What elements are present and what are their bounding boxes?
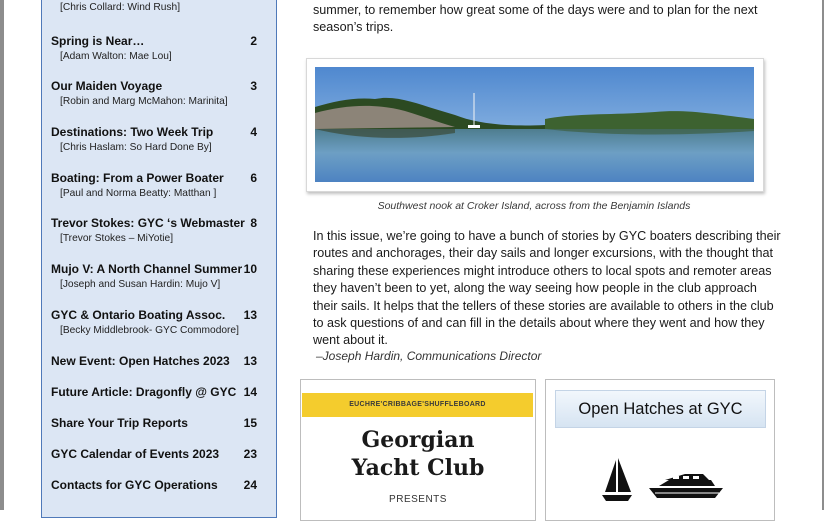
club-event-poster[interactable]	[300, 379, 536, 521]
window-left-border	[0, 0, 4, 510]
toc-entry-title: Share Your Trip Reports	[51, 416, 188, 430]
toc-entry-page: 14	[243, 385, 257, 399]
toc-entry-page: 6	[250, 171, 257, 185]
toc-entry[interactable]	[51, 447, 257, 461]
toc-entry-title: GYC Calendar of Events 2023	[51, 447, 220, 461]
toc-entry-page: 2	[250, 34, 257, 48]
toc-entry[interactable]	[51, 34, 257, 63]
table-of-contents	[41, 0, 277, 518]
toc-entry-page: 15	[243, 416, 257, 430]
toc-entry[interactable]	[51, 262, 257, 291]
toc-entry[interactable]	[51, 385, 257, 399]
toc-entry-page: 8	[250, 216, 257, 230]
toc-entry-page: 4	[250, 125, 257, 139]
toc-entry-author: [Paul and Norma Beatty: Matthan ]	[60, 188, 217, 199]
toc-entry-author: [Adam Walton: Mae Lou]	[60, 51, 172, 62]
club-name-line2: Yacht Club	[351, 455, 485, 481]
toc-entry-title: Contacts for GYC Operations	[51, 478, 218, 492]
toc-entry-page: 24	[243, 478, 257, 492]
photo-caption: Southwest nook at Croker Island, across from the Benjamin Islands	[377, 200, 691, 212]
toc-entry-page: 23	[243, 447, 257, 461]
toc-entry-page: 13	[243, 354, 257, 368]
toc-entry-author: [Robin and Marg McMahon: Marinita]	[60, 96, 228, 107]
toc-entry[interactable]	[51, 354, 257, 368]
toc-entry[interactable]	[51, 478, 257, 492]
toc-entry-author: [Joseph and Susan Hardin: Mujo V]	[60, 279, 221, 290]
toc-entry-page: 3	[250, 79, 257, 93]
club-name	[301, 426, 535, 482]
toc-entry-author: [Chris Haslam: So Hard Done By]	[60, 142, 212, 153]
toc-entry-title: Trevor Stokes: GYC ‘s Webmaster	[51, 216, 245, 230]
toc-entry-author: [Becky Middlebrook- GYC Commodore]	[60, 325, 239, 336]
intro-paragraph: summer, to remember how great some of the days were and to plan for the next season’s trips.	[313, 3, 758, 35]
toc-entry[interactable]	[51, 216, 257, 245]
open-hatches-poster[interactable]	[545, 379, 775, 521]
toc-entry[interactable]	[51, 416, 257, 430]
toc-entry-title: Spring is Near…	[51, 34, 145, 48]
toc-entry-author: [Chris Collard: Wind Rush]	[60, 2, 181, 13]
club-name-line1: Georgian	[361, 427, 475, 453]
toc-entry-page: 10	[243, 262, 257, 276]
author-signature: –Joseph Hardin, Communications Director	[316, 349, 542, 363]
presents-label: PRESENTS	[389, 494, 447, 505]
motor-yacht-icon	[645, 456, 727, 504]
toc-entry-author: [Trevor Stokes – MiYotie]	[60, 233, 174, 244]
photo-frame	[306, 58, 764, 192]
toc-entry-title: GYC & Ontario Boating Assoc.	[51, 308, 226, 322]
toc-entry[interactable]	[51, 2, 257, 14]
open-hatches-title: Open Hatches at GYC	[555, 390, 766, 428]
sailboat-icon	[599, 456, 635, 504]
toc-entry-title: Mujo V: A North Channel Summer	[51, 262, 243, 276]
toc-entry-title: Future Article: Dragonfly @ GYC	[51, 385, 237, 399]
body-paragraph: In this issue, we’re going to have a bunch of stories by GYC boaters describing their routes and anchorages, their day sails and longer excursions, with the thought that sharing these experiences might introduce others to local spots and remoter areas they haven’t been to yet, along the way seeing how people in the club approach their sails. It helps that the tellers of these stories are available to others in the club to ask questions of and can fill in the details about where they went and how they went about it.	[313, 229, 781, 348]
toc-entry[interactable]	[51, 125, 257, 154]
toc-entry-title: Our Maiden Voyage	[51, 79, 163, 93]
toc-entry-title: Boating: From a Power Boater	[51, 171, 224, 185]
toc-entry[interactable]	[51, 308, 257, 337]
toc-entry-title: New Event: Open Hatches 2023	[51, 354, 230, 368]
croker-island-photo	[315, 67, 754, 182]
toc-entry[interactable]	[51, 79, 257, 108]
toc-entry[interactable]	[51, 171, 257, 200]
toc-entry-title: Destinations: Two Week Trip	[51, 125, 214, 139]
games-banner: EUCHRE'CRIBBAGE'SHUFFLEBOARD	[302, 393, 533, 417]
toc-entry-page: 13	[243, 308, 257, 322]
